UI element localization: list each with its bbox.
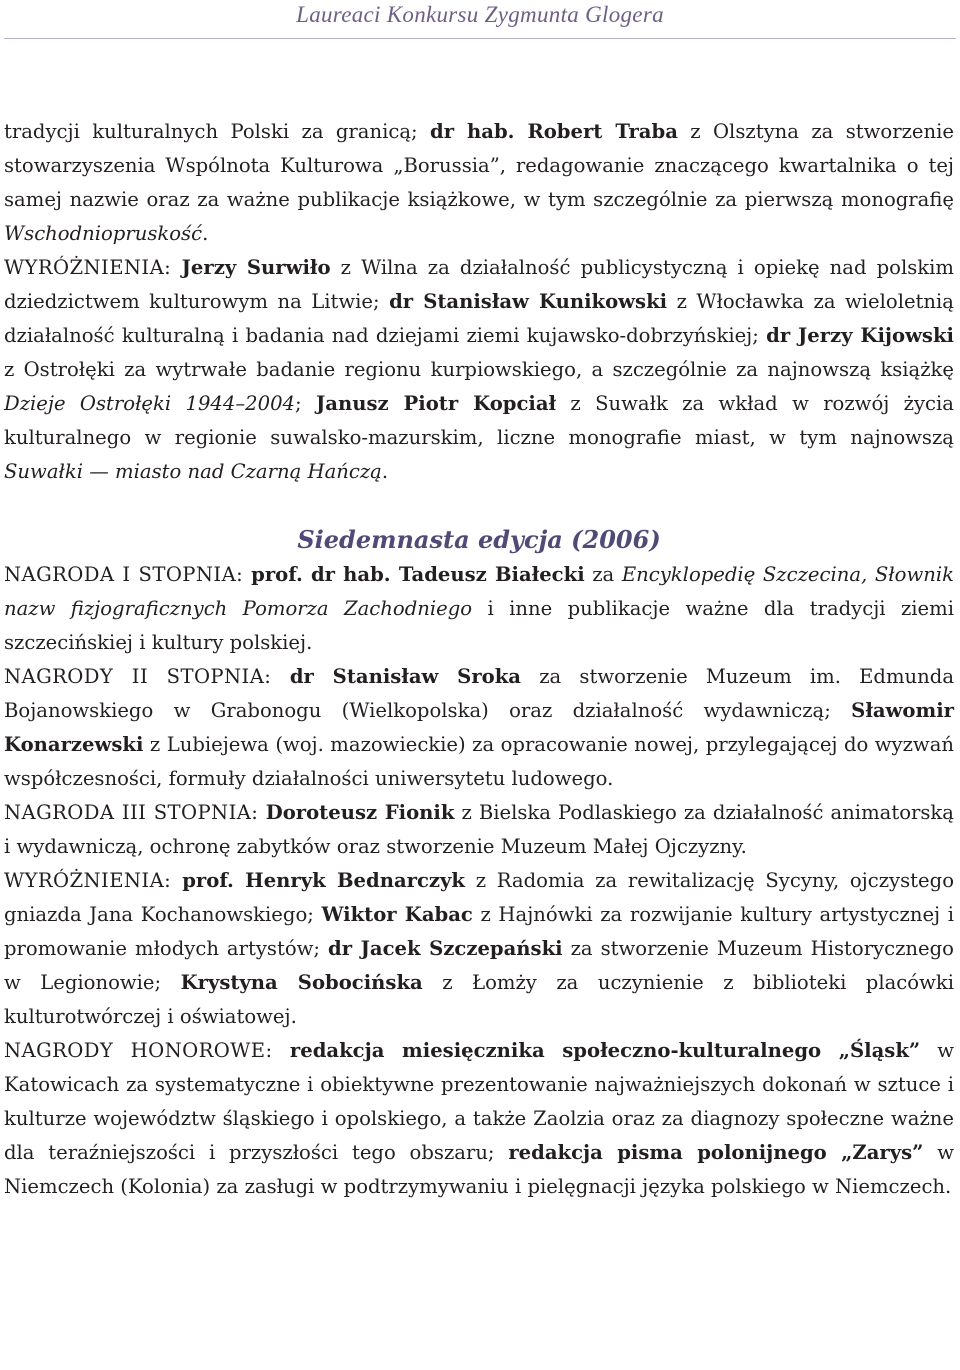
laureate-name: prof. Henryk Bednarczyk xyxy=(182,869,465,892)
laureate-name: dr Jacek Szczepański xyxy=(328,937,563,960)
award-label: NAGRODY II STOPNIA: xyxy=(4,665,290,688)
award-label: WYRÓŻNIENIA: xyxy=(4,869,183,892)
running-header: Laureaci Konkursu Zygmunta Glogera xyxy=(296,2,664,27)
body-text xyxy=(4,115,954,1204)
award-label: WYRÓŻNIENIA: xyxy=(4,256,182,279)
paragraph-nagroda-1: NAGRODA I STOPNIA: prof. dr hab. Tadeusz Białecki za Encyklopedię Szczecina, Słownik nazw fizjograficznych Pomorza Zachodniego i inne publikacje ważne dla tradycji ziemi szczecińskiej i kultury polskiej. xyxy=(4,563,954,654)
award-label: NAGRODY HONOROWE: xyxy=(4,1039,290,1062)
laureate-name: dr hab. Robert Traba xyxy=(430,120,678,143)
book-title: Encyklopedię Szczecina, Słownik nazw fizjograficznych Pomorza Zachodniego xyxy=(4,563,954,620)
book-title: Suwałki — miasto nad Czarną Hańczą xyxy=(4,460,382,483)
laureate-name: redakcja pisma polonijnego „Zarys” xyxy=(508,1141,924,1164)
paragraph-wyroznienia-2006: WYRÓŻNIENIA: prof. Henryk Bednarczyk z Radomia za rewitalizację Sycyny, ojczystego gniazda Jana Kochanowskiego; Wiktor Kabac z Hajnówki za rozwijanie kultury artystycznej i promowanie młodych artystów; dr Jacek Szczepański za stworzenie Muzeum Historycznego w Legionowie; Krystyna Sobocińska z Łomży za uczynienie z biblioteki placówki kulturotwórczej i oświatowej. xyxy=(4,869,955,1028)
paragraph-nagroda-3: NAGRODA III STOPNIA: Doroteusz Fionik z Bielska Podlaskiego za działalność animatorską i wydawniczą, ochronę zabytków oraz stworzenie Muzeum Małej Ojczyzny. xyxy=(4,801,954,858)
laureate-name: dr Jerzy Kijowski xyxy=(766,324,954,347)
header-rule xyxy=(4,38,956,39)
laureate-name: redakcja miesięcznika społeczno-kulturalnego „Śląsk” xyxy=(289,1039,921,1062)
award-label: NAGRODA III STOPNIA: xyxy=(4,801,266,824)
laureate-name: Doroteusz Fionik xyxy=(265,801,455,824)
paragraph-nagrody-honorowe: NAGRODY HONOROWE: redakcja miesięcznika społeczno-kulturalnego „Śląsk” w Katowicach za systematyczne i obiektywne prezentowanie najważniejszych dokonań w sztuce i kulturze województw śląskiego i opolskiego, a także Zaolzia oraz za diagnozy społeczne ważne dla teraźniejszości i przyszłości tego obszaru; redakcja pisma polonijnego „Zarys” w Niemczech (Kolonia) za zasługi w podtrzymywaniu i pielęgnacji języka polskiego w Niemczech. xyxy=(4,1039,954,1198)
paragraph-nagrody-2: NAGRODY II STOPNIA: dr Stanisław Sroka za stworzenie Muzeum im. Edmunda Bojanowskiego w Grabonogu (Wielkopolska) oraz działalność wydawniczą; Sławomir Konarzewski z Lubiejewa (woj. mazowieckie) za opracowanie nowej, przylegającej do wyzwań współczesności, formuły działalności uniwersytetu ludowego. xyxy=(4,665,955,790)
book-title: Dzieje Ostrołęki 1944–2004 xyxy=(4,392,296,415)
section-title: Siedemnasta edycja (2006) xyxy=(297,525,661,554)
paragraph-wyroznienia-2005: WYRÓŻNIENIA: Jerzy Surwiło z Wilna za działalność publicystyczną i opiekę nad polskim dziedzictwem kulturowym na Litwie; dr Stanisław Kunikowski z Włocławka za wieloletnią działalność kulturalną i badania nad dziejami ziemi kujawsko-dobrzyńskiej; dr Jerzy Kijowski z Ostrołęki za wytrwałe badanie regionu kurpiowskiego, a szczególnie za najnowszą książkę Dzieje Ostrołęki 1944–2004; Janusz Piotr Kopciał z Suwałk za wkład w rozwój życia kulturalnego w regionie suwalsko-mazurskim, liczne monografie miast, w tym najnowszą Suwałki — miasto nad Czarną Hańczą. xyxy=(4,256,955,483)
laureate-name: Krystyna Sobocińska xyxy=(180,971,423,994)
paragraph-robert-traba: tradycji kulturalnych Polski za granicą; dr hab. Robert Traba z Olsztyna za stworzenie stowarzyszenia Wspólnota Kulturowa „Borussia”, redagowanie znaczącego kwartalnika o tej samej nazwie oraz za ważne publikacje książkowe, w tym szczególnie za pierwszą monografię Wschodniopruskość. xyxy=(4,120,954,245)
laureate-name: dr Stanisław Kunikowski xyxy=(389,290,668,313)
laureate-name: Wiktor Kabac xyxy=(321,903,473,926)
award-label: NAGRODA I STOPNIA: xyxy=(4,563,252,586)
laureate-name: dr Stanisław Sroka xyxy=(289,665,521,688)
laureate-name: Sławomir Konarzewski xyxy=(4,699,954,756)
book-title: Wschodniopruskość xyxy=(4,222,203,245)
laureate-name: Jerzy Surwiło xyxy=(181,256,331,279)
laureate-name: prof. dr hab. Tadeusz Białecki xyxy=(251,563,585,586)
laureate-name: Janusz Piotr Kopciał xyxy=(315,392,557,415)
